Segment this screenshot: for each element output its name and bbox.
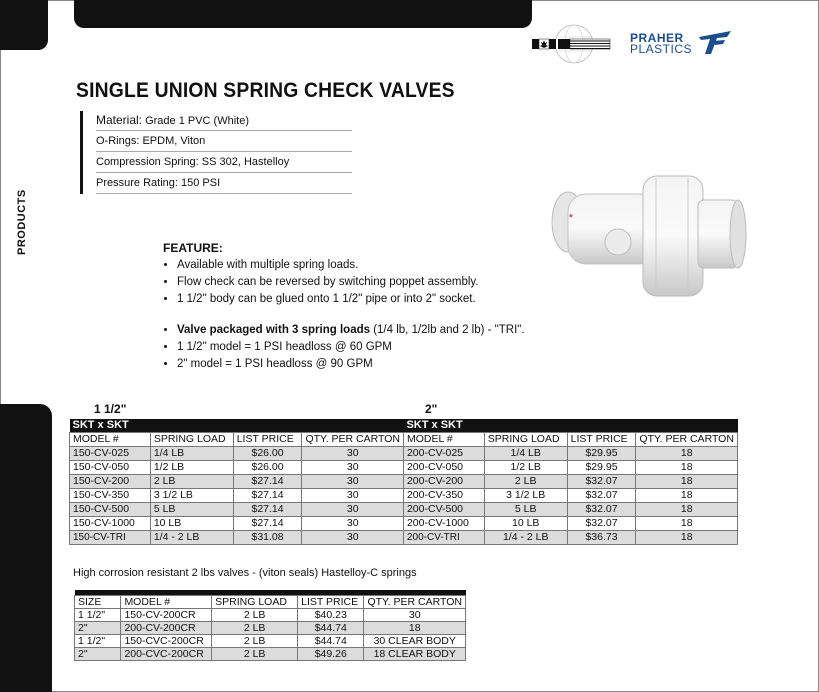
table-row: [70, 517, 738, 531]
canada-usa-flags-logo: [530, 24, 614, 64]
table-cell: $29.95: [567, 461, 636, 475]
feature-list: [163, 259, 583, 306]
table-cell: 2 LB: [484, 475, 567, 489]
table-cell: $27.14: [233, 475, 302, 489]
table-cell: 200-CV-025: [403, 447, 484, 461]
table-cell: 150-CV-TRI: [70, 531, 151, 545]
table-cell: 2 LB: [212, 648, 298, 661]
svg-text:■: ■: [568, 213, 576, 219]
spec-value: Grade 1 PVC (White): [142, 115, 249, 127]
table-cell: 150-CV-350: [70, 489, 151, 503]
table-cell: 18 CLEAR BODY: [364, 648, 466, 661]
feature-item: • 1 1/2" body can be glued onto 1 1/2" pipe or into 2" socket.: [177, 293, 583, 306]
table-cell: 150-CV-050: [70, 461, 151, 475]
brand-line-2: PLASTICS: [630, 42, 693, 56]
table-cell: 18: [364, 622, 466, 635]
spec-material: [96, 110, 352, 131]
table-cell: 2 LB: [212, 622, 298, 635]
brand-wordmark: [630, 33, 692, 55]
table-cell: 1/2 LB: [484, 461, 567, 475]
spec-label: O-Rings:: [96, 135, 140, 147]
table-cell: 200-CV-050: [403, 461, 484, 475]
column-header: LIST PRICE: [233, 433, 302, 447]
feature-heading: FEATURE:: [163, 241, 223, 255]
table-row: [75, 648, 466, 661]
column-header: MODEL #: [70, 433, 151, 447]
table-cell: 1/4 - 2 LB: [150, 531, 233, 545]
table-cell: 1/2 LB: [150, 461, 233, 475]
table-row: [75, 622, 466, 635]
table-cell: 30: [302, 461, 404, 475]
size-heading-2: 2": [425, 402, 438, 416]
table-cell: 150-CV-200CR: [121, 609, 212, 622]
table-cell: 18: [636, 447, 738, 461]
table-cell: 3 1/2 LB: [484, 489, 567, 503]
table-cell: 200-CV-200CR: [121, 622, 212, 635]
sidebar-label: PRODUCTS: [16, 189, 28, 255]
spec-pressure: [96, 173, 352, 194]
spec-value: EPDM, Viton: [139, 135, 206, 147]
table-cell: 18: [636, 503, 738, 517]
column-header: QTY. PER CARTON: [636, 433, 738, 447]
column-header: SIZE: [75, 596, 121, 609]
feature-list-packaging: [163, 324, 583, 371]
table-row: [75, 635, 466, 648]
feature-section: [163, 241, 583, 375]
column-header: MODEL #: [121, 596, 212, 609]
table-cell: $36.73: [567, 531, 636, 545]
table-row: [70, 503, 738, 517]
corner-tab-bottom: [0, 404, 52, 692]
table-cell: 1 1/2": [75, 609, 121, 622]
feature-item: • Flow check can be reversed by switching poppet assembly.: [177, 276, 583, 289]
table-cell: 18: [636, 531, 738, 545]
size-heading-1-5: 1 1/2": [94, 402, 127, 416]
column-header: MODEL #: [403, 433, 484, 447]
table-cell: $40.23: [298, 609, 364, 622]
cr-header-row: [75, 596, 466, 609]
table-cell: 150-CVC-200CR: [121, 635, 212, 648]
table-row: [70, 489, 738, 503]
table-cell: $44.74: [298, 622, 364, 635]
spec-label: Material:: [96, 113, 143, 127]
page-title: SINGLE UNION SPRING CHECK VALVES: [76, 79, 455, 102]
feature-item: • 2" model = 1 PSI headloss @ 90 GPM: [177, 358, 583, 371]
table-cell: 200-CV-200: [403, 475, 484, 489]
table-cell: 5 LB: [484, 503, 567, 517]
spec-label: Compression Spring:: [96, 156, 199, 168]
table-cell: 200-CV-350: [403, 489, 484, 503]
price-table-main: [69, 419, 738, 545]
table-cell: 1 1/2": [75, 635, 121, 648]
feature-item: • 1 1/2" model = 1 PSI headloss @ 60 GPM: [177, 341, 583, 354]
column-header: LIST PRICE: [567, 433, 636, 447]
table-cell: 10 LB: [484, 517, 567, 531]
spec-value: 150 PSI: [177, 177, 221, 189]
column-header: SPRING LOAD: [212, 596, 298, 609]
table-cell: 150-CV-200: [70, 475, 151, 489]
table-body: [70, 447, 738, 545]
header-bar: [74, 0, 532, 28]
table-cell: $32.07: [567, 475, 636, 489]
column-header: SPRING LOAD: [150, 433, 233, 447]
table-cell: 1/4 - 2 LB: [484, 531, 567, 545]
table-row: [70, 475, 738, 489]
corner-tab-top: [0, 0, 48, 50]
feature-item: • Available with multiple spring loads.: [177, 259, 583, 272]
skt-label-right: SKT x SKT: [403, 419, 737, 433]
price-table-corrosion: [74, 590, 466, 661]
skt-label-left: SKT x SKT: [70, 419, 404, 433]
table-cell: $49.26: [298, 648, 364, 661]
packaged-bold: Valve packaged with 3 spring loads: [177, 324, 371, 336]
table-cell: 2 LB: [212, 635, 298, 648]
table-cell: 30: [364, 609, 466, 622]
table-cell: $29.95: [567, 447, 636, 461]
table-cell: 1/4 LB: [150, 447, 233, 461]
table-cell: 30: [302, 503, 404, 517]
table-cell: $32.07: [567, 503, 636, 517]
table-header-row: [70, 433, 738, 447]
table-cell: 30: [302, 447, 404, 461]
table-cell: $27.14: [233, 503, 302, 517]
table-cell: 30: [302, 531, 404, 545]
table-row: [75, 609, 466, 622]
table-cell: 30: [302, 475, 404, 489]
table-cell: 150-CV-025: [70, 447, 151, 461]
table-cell: 200-CV-1000: [403, 517, 484, 531]
table-cell: 18: [636, 517, 738, 531]
table-cell: 30 CLEAR BODY: [364, 635, 466, 648]
table-cell: 150-CV-1000: [70, 517, 151, 531]
table-row: [70, 447, 738, 461]
table-cell: 2 LB: [212, 609, 298, 622]
cr-table-body: [75, 609, 466, 661]
table-cell: 5 LB: [150, 503, 233, 517]
table-row: [70, 531, 738, 545]
table-cell: 18: [636, 489, 738, 503]
table-cell: 1/4 LB: [484, 447, 567, 461]
packaged-rest: (1/4 lb, 1/2lb and 2 lb) - "TRI".: [370, 324, 525, 336]
table-cell: $26.00: [233, 447, 302, 461]
corrosion-note: High corrosion resistant 2 lbs valves - (viton seals) Hastelloy-C springs: [73, 567, 417, 579]
table-cell: 30: [302, 517, 404, 531]
table-cell: 2": [75, 648, 121, 661]
table-cell: $32.07: [567, 517, 636, 531]
spec-accent-bar: [80, 111, 83, 194]
spec-orings: [96, 131, 352, 152]
table-cell: 150-CV-500: [70, 503, 151, 517]
column-header: QTY. PER CARTON: [302, 433, 404, 447]
table-cell: 3 1/2 LB: [150, 489, 233, 503]
table-cell: $27.14: [233, 489, 302, 503]
feature-item-packaged: [177, 324, 583, 337]
brand-line-1: PRAHER: [630, 31, 684, 45]
table-cell: 10 LB: [150, 517, 233, 531]
table-cell: 18: [636, 461, 738, 475]
table-cell: $32.07: [567, 489, 636, 503]
table-cell: 200-CV-500: [403, 503, 484, 517]
table-cell: 2 LB: [150, 475, 233, 489]
spec-label: Pressure Rating:: [96, 177, 178, 189]
spec-value: SS 302, Hastelloy: [198, 156, 290, 168]
table-cell: 18: [636, 475, 738, 489]
praher-logo-icon: [697, 29, 733, 55]
table-cell: 30: [302, 489, 404, 503]
table-cell: $27.14: [233, 517, 302, 531]
table-cell: $44.74: [298, 635, 364, 648]
spec-spring: [96, 152, 352, 173]
column-header: LIST PRICE: [298, 596, 364, 609]
column-header: QTY. PER CARTON: [364, 596, 466, 609]
table-cell: 200-CVC-200CR: [121, 648, 212, 661]
table-cell: 2": [75, 622, 121, 635]
table-cell: $26.00: [233, 461, 302, 475]
table-row: [70, 461, 738, 475]
table-cell: 200-CV-TRI: [403, 531, 484, 545]
skt-band: [70, 419, 738, 433]
column-header: SPRING LOAD: [484, 433, 567, 447]
table-cell: $31.08: [233, 531, 302, 545]
